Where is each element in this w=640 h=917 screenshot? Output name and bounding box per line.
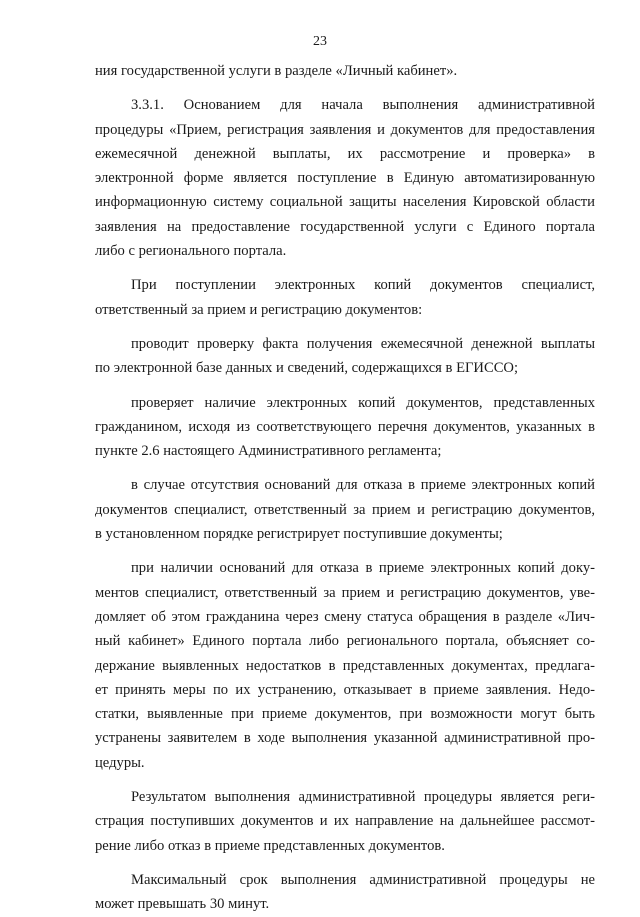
text-line: информационную систему социальной защиты населения Кировской области bbox=[95, 194, 595, 211]
text-line: гражданином, исходя из соответствующего перечня документов, указанных в bbox=[95, 418, 595, 435]
text-line: в случае отсутствия оснований для отказа в приеме электронных копий bbox=[131, 477, 595, 494]
paragraph bbox=[95, 273, 595, 322]
text-line: ет принять меры по их устранению, отказывает в приеме заявления. Недо- bbox=[95, 681, 595, 698]
text-line: держание выявленных недостатков в представленных документах, предлага- bbox=[95, 657, 595, 674]
page-number: 23 bbox=[313, 34, 327, 49]
paragraph bbox=[95, 59, 595, 83]
text-line: цедуры. bbox=[95, 754, 145, 771]
paragraph bbox=[95, 391, 595, 464]
text-line: проверяет наличие электронных копий документов, представленных bbox=[131, 394, 595, 411]
text-line: страция поступивших документов и их направление на дальнейшее рассмот- bbox=[95, 813, 595, 830]
paragraph bbox=[95, 332, 595, 381]
text-line: в установленном порядке регистрирует поступившие документы; bbox=[95, 526, 503, 543]
paragraph bbox=[95, 93, 595, 263]
paragraph bbox=[95, 556, 595, 775]
document-body bbox=[95, 59, 595, 917]
text-line: При поступлении электронных копий документов специалист, bbox=[131, 277, 595, 294]
text-line: при наличии оснований для отказа в приеме электронных копий доку- bbox=[131, 560, 595, 577]
text-line: устранены заявителем в ходе выполнения указанной административной про- bbox=[95, 730, 595, 747]
text-line: Максимальный срок выполнения административной процедуры не bbox=[131, 871, 595, 888]
text-line: статки, выявленные при приеме документов, при возможности могут быть bbox=[95, 706, 595, 723]
text-line: ный кабинет» Единого портала либо регионального портала, объясняет со- bbox=[95, 633, 595, 650]
text-line: 3.3.1. Основанием для начала выполнения административной bbox=[131, 97, 595, 114]
text-line: ответственный за прием и регистрацию документов: bbox=[95, 301, 423, 318]
text-line: либо с регионального портала. bbox=[95, 243, 287, 260]
text-line: проводит проверку факта получения ежемесячной денежной выплаты bbox=[131, 335, 595, 352]
text-line: процедуры «Прием, регистрация заявления и документов для предоставления bbox=[95, 121, 595, 138]
text-line: может превышать 30 минут. bbox=[95, 896, 270, 913]
text-line: Результатом выполнения административной процедуры является реги- bbox=[131, 789, 595, 806]
text-line: домляет об этом гражданина через смену статуса обращения в разделе «Лич- bbox=[95, 608, 595, 625]
text-line: ния государственной услуги в разделе «Личный кабинет». bbox=[95, 63, 458, 79]
text-line: заявления на предоставление государственной услуги с Единого портала bbox=[95, 218, 595, 235]
text-line: электронной форме является поступление в Единую автоматизированную bbox=[95, 170, 595, 187]
text-line: ежемесячной денежной выплаты, их рассмотрение и проверка» в bbox=[95, 145, 595, 162]
paragraph bbox=[95, 473, 595, 546]
text-line: ментов специалист, ответственный за прием и регистрацию документов, уве- bbox=[95, 584, 595, 601]
text-line: по электронной базе данных и сведений, содержащихся в ЕГИССО; bbox=[95, 360, 519, 377]
text-line: документов специалист, ответственный за прием и регистрацию документов, bbox=[95, 501, 595, 518]
paragraph bbox=[95, 785, 595, 858]
paragraph bbox=[95, 868, 595, 917]
text-line: рение либо отказ в приеме представленных документов. bbox=[95, 837, 445, 854]
text-line: пункте 2.6 настоящего Административного регламента; bbox=[95, 443, 442, 460]
